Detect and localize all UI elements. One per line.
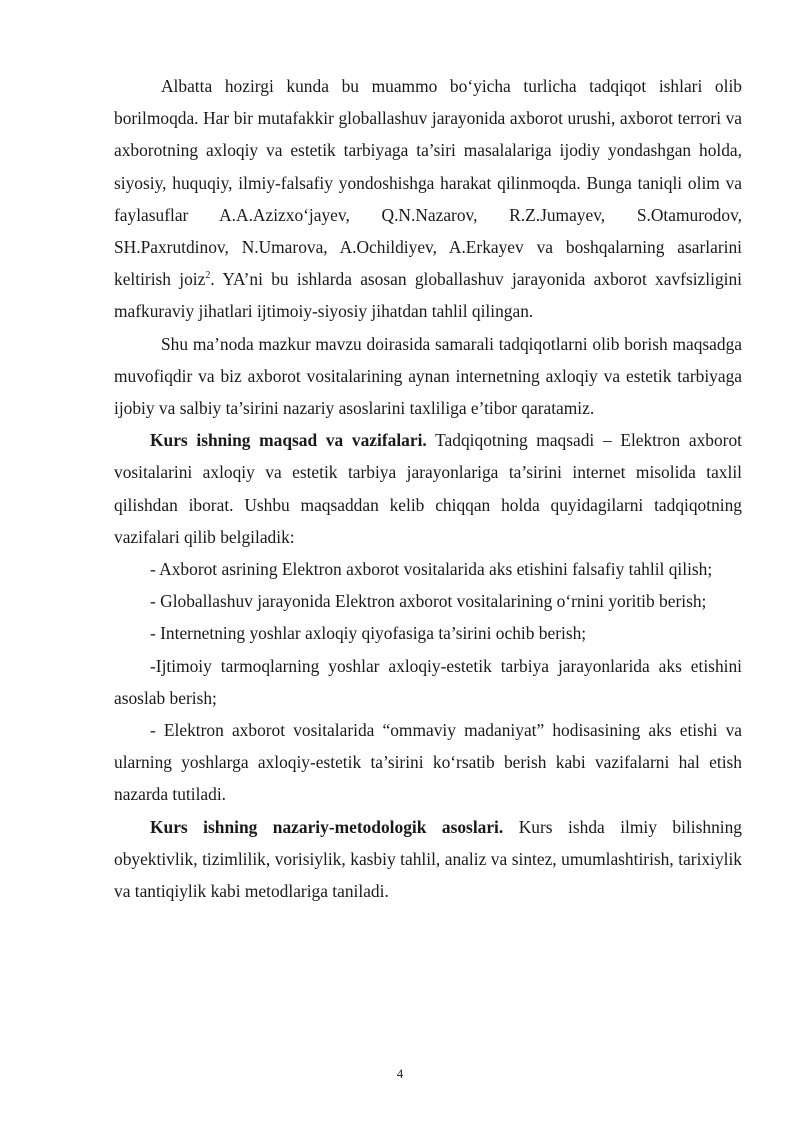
list-item: - Internetning yoshlar axloqiy qiyofasiga ta’sirini ochib berish;	[150, 623, 587, 644]
paragraph-text: Kurs ishda ilmiy bilishning obyektivlik, tizimlilik, vorisiylik, kasbiy tahlil, analiz va sintez, umumlashtirish, tarixiylik va tantiqiylik kabi metodlariga taniladi.	[114, 816, 743, 902]
document-page	[114, 70, 742, 907]
paragraph-text: Albatta hozirgi kunda bu muammo bo‘yicha turlicha tadqiqot ishlari olib borilmoqda. Har bir mutafakkir globallashuv jarayonida axborot urushi, axborot terrori va axborotning axloqiy va estetik tarbiyaga ta’siri masalalariga ijodiy yondashgan holda, siyosiy, huquqiy, ilmiy-falsafiy yondoshishga harakat qilinmoqda. Bunga taniqli olim va faylasuflar A.A.Azizxo‘jayev, Q.N.Nazarov, R.Z.Jumayev, S.Otamurodov, SH.Paxrutdinov, N.Umarova, A.Ochildiyev, A.Erkayev va boshqalarning asarlarini keltirish joiz	[114, 76, 742, 290]
section-heading-methodology: Kurs ishning nazariy-metodologik asoslari.	[150, 816, 504, 837]
section-heading-goals: Kurs ishning maqsad va vazifalari.	[150, 430, 427, 451]
paragraph-text: Tadqiqotning maqsadi – Elektron axborot vositalarini axloqiy va estetik tarbiya jarayonlariga ta’sirini internet misolida taxlil qilishdan iborat. Ushbu maqsaddan kelib chiqqan holda quyidagilarni tadqiqotning vazifalari qilib belgiladik:	[114, 430, 742, 547]
list-item: - Globallashuv jarayonida Elektron axborot vositalarining o‘rnini yoritib berish;	[150, 591, 707, 612]
page-number: 4	[396, 1066, 404, 1081]
footnote-marker: 2	[205, 270, 211, 282]
paragraph-methodology	[114, 811, 742, 908]
list-item: -Ijtimoiy tarmoqlarning yoshlar axloqiy-estetik tarbiya jarayonlarida aks etishini asoslab berish;	[114, 655, 742, 708]
paragraph-research-focus: Shu ma’noda mazkur mavzu doirasida samarali tadqiqotlarni olib borish maqsadga muvofiqdir va biz axborot vositalarining aynan internetning axloqiy va estetik tarbiyaga ijobiy va salbiy ta’sirini nazariy asoslarini taxliliga e’tibor qaratamiz.	[114, 333, 742, 419]
list-item: - Elektron axborot vositalarida “ommaviy madaniyat” hodisasining aks etishi va ularning yoshlarga axloqiy-estetik ta’sirini ko‘rsatib berish kabi vazifalarni hal etish nazarda tutiladi.	[114, 720, 742, 805]
list-item: - Axborot asrining Elektron axborot vositalarida aks etishini falsafiy tahlil qilish;	[150, 559, 713, 580]
paragraph-goals	[114, 424, 742, 553]
paragraph-research-overview	[114, 70, 742, 328]
paragraph-text: . YA’ni bu ishlarda asosan globallashuv jarayonida axborot xavfsizligini mafkuraviy jihatlari ijtimoiy-siyosiy jihatdan tahlil qilingan.	[114, 269, 742, 322]
